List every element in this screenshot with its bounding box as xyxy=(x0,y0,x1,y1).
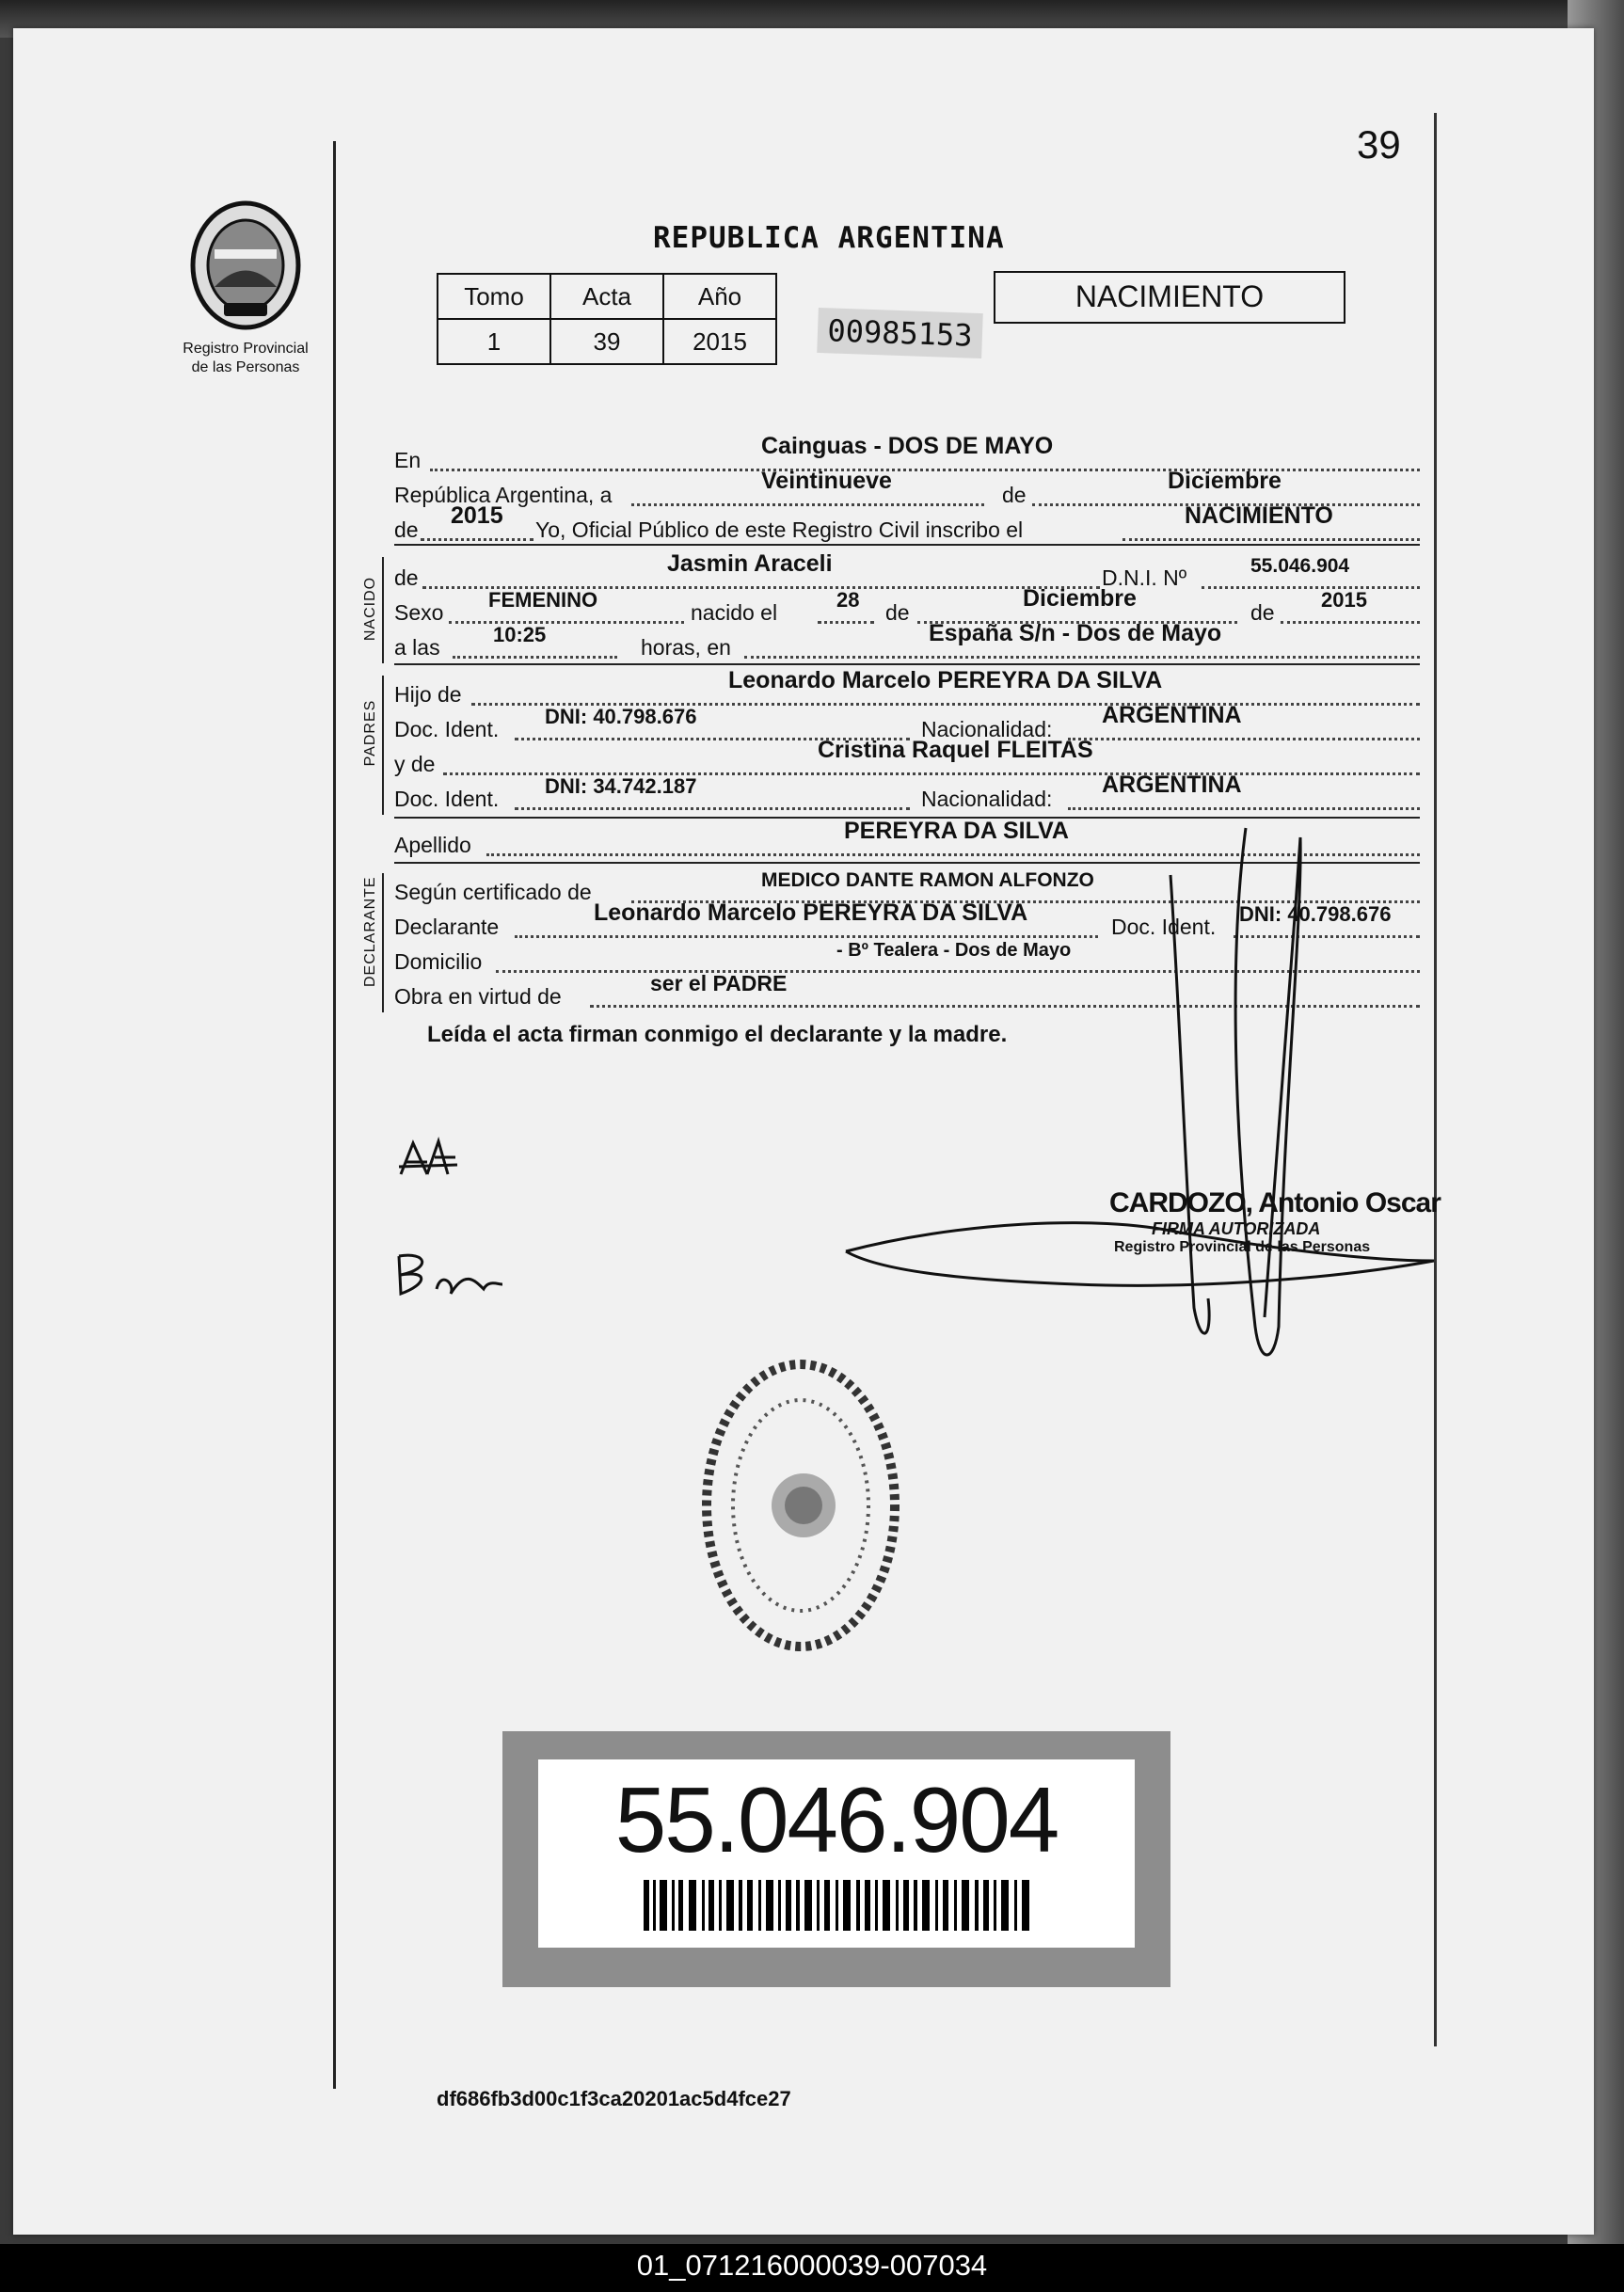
certificado-value: MEDICO DANTE RAMON ALFONZO xyxy=(761,869,1094,891)
document-hash: df686fb3d00c1f3ca20201ac5d4fce27 xyxy=(437,2087,791,2110)
nacido-label: nacido el xyxy=(691,600,778,625)
obra-value: ser el PADRE xyxy=(650,971,788,995)
father-name: Leonardo Marcelo PEREYRA DA SILVA xyxy=(728,667,1163,693)
inscribo-value: NACIMIENTO xyxy=(1185,502,1333,529)
child-name: Jasmin Araceli xyxy=(667,550,833,577)
tomo-header: Tomo xyxy=(438,274,550,319)
birth-year: 2015 xyxy=(1321,588,1367,612)
domicilio-value: - Bº Tealera - Dos de Mayo xyxy=(836,940,1072,961)
dni-label: D.N.I. Nº xyxy=(1102,565,1187,590)
horas-label: horas, en xyxy=(641,635,731,660)
inscribo-label: Yo, Oficial Público de este Registro Civil inscribo el xyxy=(535,517,1024,542)
hijo-label: Hijo de xyxy=(394,682,462,707)
de-label: de xyxy=(394,565,419,590)
anio-value: 2015 xyxy=(663,319,776,364)
nacionalidad-label: Nacionalidad: xyxy=(921,717,1053,741)
mother-nationality: ARGENTINA xyxy=(1102,772,1242,798)
initials-signature-2 xyxy=(399,1255,502,1294)
official-signature xyxy=(846,828,1434,1355)
de-label: de xyxy=(394,517,419,542)
mother-doc: DNI: 34.742.187 xyxy=(545,774,697,798)
official-seal-icon xyxy=(693,1350,909,1661)
sexo-label: Sexo xyxy=(394,600,444,625)
act-type-box: NACIMIENTO xyxy=(994,271,1345,324)
year: 2015 xyxy=(451,502,503,529)
de-label: de xyxy=(885,600,910,625)
birth-month: Diciembre xyxy=(1023,585,1137,612)
official-registry: Registro Provincial de las Personas xyxy=(1114,1239,1371,1255)
alas-label: a las xyxy=(394,635,440,660)
apellido-label: Apellido xyxy=(394,833,471,857)
father-nationality: ARGENTINA xyxy=(1102,702,1242,728)
official-name: CARDOZO, Antonio Oscar xyxy=(1109,1187,1441,1218)
dni-barcode-label xyxy=(502,1731,1170,1987)
en-value: Cainguas - DOS DE MAYO xyxy=(761,433,1054,459)
tomo-value: 1 xyxy=(438,319,550,364)
doc-label: Doc. Ident. xyxy=(394,717,500,741)
doc-label: Doc. Ident. xyxy=(1111,915,1217,939)
document-sheet xyxy=(13,28,1594,2235)
birth-time: 10:25 xyxy=(493,623,547,646)
birth-day: 28 xyxy=(836,588,860,612)
section-label-padres: PADRES xyxy=(362,699,378,767)
apellido-value: PEREYRA DA SILVA xyxy=(844,818,1069,844)
acta-header: Acta xyxy=(550,274,663,319)
section-label-nacido: NACIDO xyxy=(362,576,378,642)
initials-signature-1 xyxy=(399,1141,457,1174)
certificado-label: Según certificado de xyxy=(394,880,592,904)
birth-place: España S/n - Dos de Mayo xyxy=(929,620,1222,646)
official-role: FIRMA AUTORIZADA xyxy=(1152,1219,1321,1238)
declarante-label: Declarante xyxy=(394,915,500,939)
acta-value: 39 xyxy=(550,319,663,364)
obra-label: Obra en virtud de xyxy=(394,984,562,1009)
de-label: de xyxy=(1002,483,1027,507)
sexo-value: FEMENINO xyxy=(488,588,598,612)
closing-text: Leída el acta firman conmigo el declarante y la madre. xyxy=(427,1022,1008,1047)
father-doc: DNI: 40.798.676 xyxy=(545,705,697,728)
logo-caption-2: de las Personas xyxy=(191,359,300,375)
child-dni: 55.046.904 xyxy=(1250,555,1350,577)
logo-caption-1: Registro Provincial xyxy=(183,341,309,357)
section-label-declarante: DECLARANTE xyxy=(362,876,378,987)
month: Diciembre xyxy=(1168,468,1282,494)
domicilio-label: Domicilio xyxy=(394,949,483,974)
page-number: 39 xyxy=(1357,122,1401,167)
dni-label-inner xyxy=(538,1759,1135,1948)
barcode-icon xyxy=(644,1880,1029,1931)
footer-file-id: 01_071216000039-007034 xyxy=(636,2249,988,2282)
mother-name: Cristina Raquel FLEITAS xyxy=(818,737,1093,763)
en-label: En xyxy=(394,448,422,472)
declarante-doc: DNI: 40.798.676 xyxy=(1239,902,1392,926)
day-words: Veintinueve xyxy=(761,468,892,494)
yde-label: y de xyxy=(394,752,436,776)
dni-number: 55.046.904 xyxy=(614,1768,1059,1871)
republica-label: República Argentina, a xyxy=(394,483,613,507)
anio-header: Año xyxy=(663,274,776,319)
document-title: REPUBLICA ARGENTINA xyxy=(653,221,1005,255)
de-label: de xyxy=(1250,600,1275,625)
nacionalidad-label: Nacionalidad: xyxy=(921,787,1053,811)
doc-label: Doc. Ident. xyxy=(394,787,500,811)
control-number-stamp: 00985153 xyxy=(817,308,983,358)
declarante-name: Leonardo Marcelo PEREYRA DA SILVA xyxy=(594,899,1028,926)
